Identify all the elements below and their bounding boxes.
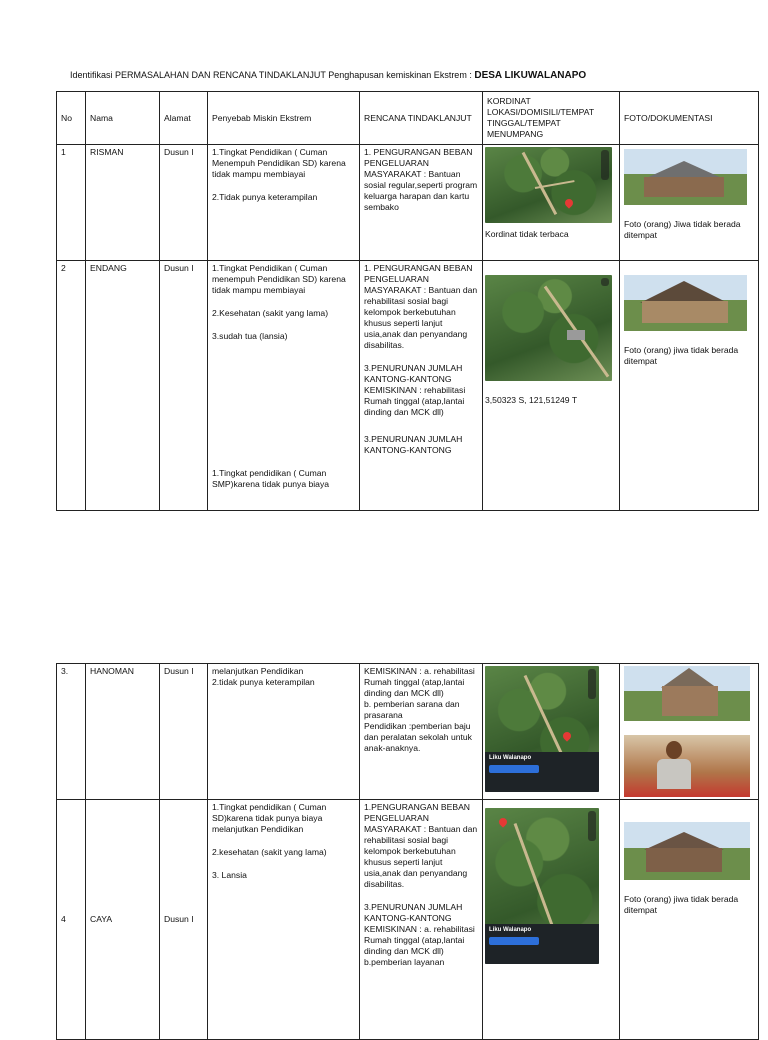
cell-foto <box>620 261 759 511</box>
penyebab-item: 1.Tingkat Pendidikan ( Cuman menempuh Pendidikan SD) karena tidak mampu membiayai <box>212 263 346 295</box>
foto-caption: Foto (orang) jiwa tidak berada ditempat <box>624 345 739 366</box>
cell-nama: RISMAN <box>86 145 160 261</box>
penyebab-item: 2.tidak punya keterampilan <box>212 677 315 687</box>
phone-panel-title: Liku Walanapo <box>489 927 532 933</box>
cell-nama: ENDANG <box>86 261 160 511</box>
house-photo <box>624 275 747 331</box>
phone-info-panel <box>485 752 599 792</box>
rencana-item: 3.PENURUNAN JUMLAH KANTONG-KANTONG <box>364 434 463 455</box>
cell-alamat: Dusun I <box>160 145 208 261</box>
aerial-map-image <box>485 147 612 223</box>
phone-map-screenshot <box>485 666 599 792</box>
penyebab-item: 2.Kesehatan (sakit yang lama) <box>212 308 329 318</box>
cell-kordinat <box>483 664 620 800</box>
rencana-item: 1. PENGURANGAN BEBAN PENGELUARAN MASYARAKAT : Bantuan dan rehabilitasi sosial bagi kelompok berkebutuhan khusus seperti lanjut usia,anak dan penyandang disabilitas. <box>364 263 478 350</box>
header-nama: Nama <box>86 92 160 145</box>
cell-alamat: Dusun I <box>160 261 208 511</box>
header-kordinat: KORDINAT LOKASI/DOMISILI/TEMPAT TINGGAL/TEMPAT MENUMPANG <box>483 92 620 145</box>
header-penyebab: Penyebab Miskin Ekstrem <box>208 92 360 145</box>
cell-rencana <box>360 261 483 511</box>
map-controls-icon <box>601 278 609 286</box>
rencana-item: KEMISKINAN : a. rehabilitasi Rumah tinggal (atap,lantai dinding dan MCK dll) <box>364 666 475 698</box>
phone-panel-title: Liku Walanapo <box>489 755 532 761</box>
cell-no: 1 <box>57 145 86 261</box>
directions-button <box>489 937 539 945</box>
penyebab-item: 3.sudah tua (lansia) <box>212 331 288 341</box>
house-photo <box>624 149 747 205</box>
rencana-item: 1.PENGURANGAN BEBAN PENGELUARAN MASYARAKAT : Bantuan dan rehabilitasi sosial bagi kelompok berkebutuhan khusus seperti lanjut usia,anak dan penyandang disabilitas. <box>364 802 478 889</box>
table-header-row <box>57 92 759 145</box>
rencana-item: 3.PENURUNAN JUMLAH KANTONG-KANTONG KEMISKINAN : rehabilitasi Rumah tinggal (atap,lantai dinding dan MCK dll) <box>364 363 466 417</box>
location-pin-icon <box>497 816 508 827</box>
cell-no: 2 <box>57 261 86 511</box>
penyebab-item: 2.kesehatan (sakit yang lama) <box>212 847 327 857</box>
cell-no: 4 <box>57 800 86 1040</box>
location-pin-icon <box>563 197 574 208</box>
table-page-2 <box>56 663 759 1040</box>
map-controls-icon <box>588 811 596 841</box>
rencana-item: b.pemberian layanan <box>364 957 445 967</box>
header-alamat: Alamat <box>160 92 208 145</box>
cell-foto <box>620 145 759 261</box>
kordinat-text: 3,50323 S, 121,51249 T <box>485 395 578 405</box>
cell-kordinat <box>483 800 620 1040</box>
header-foto: FOTO/DOKUMENTASI <box>620 92 759 145</box>
cell-foto <box>620 664 759 800</box>
cell-nama: HANOMAN <box>86 664 160 800</box>
penyebab-item: 1.Tingkat pendidikan ( Cuman SD)karena tidak punya biaya melanjutkan Pendidikan <box>212 802 327 834</box>
house-photo <box>624 666 750 721</box>
title-prefix: Identifikasi PERMASALAHAN DAN RENCANA TINDAKLANJUT Penghapusan kemiskinan Ekstrem : <box>70 70 472 80</box>
header-rencana: RENCANA TINDAKLANJUT <box>360 92 483 145</box>
penyebab-item: 1.Tingkat Pendidikan ( Cuman Menempuh Pendidikan SD) karena tidak mampu membiayai <box>212 147 346 179</box>
rencana-item: 3.PENURUNAN JUMLAH KANTONG-KANTONG KEMISKINAN : a. rehabilitasi Rumah tinggal (atap,lantai dinding dan MCK dll) <box>364 902 475 956</box>
table-row <box>57 800 759 1040</box>
cell-penyebab <box>208 664 360 800</box>
cell-alamat: Dusun I <box>160 664 208 800</box>
cell-rencana <box>360 145 483 261</box>
table-page-1 <box>56 91 759 511</box>
penyebab-item: 2.Tidak punya keterampilan <box>212 192 318 202</box>
penyebab-item: 1.Tingkat pendidikan ( Cuman SMP)karena tidak punya biaya <box>212 468 330 489</box>
cell-no: 3. <box>57 664 86 800</box>
cell-penyebab <box>208 261 360 511</box>
title-village: DESA LIKUWALANAPO <box>474 70 587 81</box>
cell-rencana <box>360 664 483 800</box>
person-photo <box>624 735 750 797</box>
house-photo <box>624 822 750 880</box>
table-row <box>57 145 759 261</box>
location-pin-icon <box>561 730 572 741</box>
document-title <box>70 70 586 81</box>
phone-map-screenshot <box>485 808 599 964</box>
kordinat-text: Kordinat tidak terbaca <box>485 229 569 239</box>
map-controls-icon <box>588 669 596 699</box>
directions-button <box>489 765 539 773</box>
penyebab-item: melanjutkan Pendidikan <box>212 666 304 676</box>
header-no: No <box>57 92 86 145</box>
foto-caption: Foto (orang) Jiwa tidak berada ditempat <box>624 219 741 240</box>
rencana-item: 1. PENGURANGAN BEBAN PENGELUARAN MASYARAKAT : Bantuan sosial regular,seperti program keluarga harapan dan kartu sembako <box>364 147 478 212</box>
cell-foto <box>620 800 759 1040</box>
map-controls-icon <box>601 150 609 180</box>
table-row <box>57 261 759 511</box>
aerial-map-image <box>485 275 612 381</box>
rencana-item: Pendidikan :pemberian baju dan peralatan sekolah untuk anak-anaknya. <box>364 721 472 753</box>
table-row <box>57 664 759 800</box>
foto-caption: Foto (orang) jiwa tidak berada ditempat <box>624 894 739 915</box>
cell-penyebab <box>208 800 360 1040</box>
rencana-item: b. pemberian sarana dan prasarana <box>364 699 460 720</box>
phone-info-panel <box>485 924 599 964</box>
penyebab-item: 3. Lansia <box>212 870 247 880</box>
cell-alamat: Dusun I <box>160 800 208 1040</box>
cell-nama: CAYA <box>86 800 160 1040</box>
cell-rencana <box>360 800 483 1040</box>
cell-penyebab <box>208 145 360 261</box>
cell-kordinat <box>483 261 620 511</box>
cell-kordinat <box>483 145 620 261</box>
